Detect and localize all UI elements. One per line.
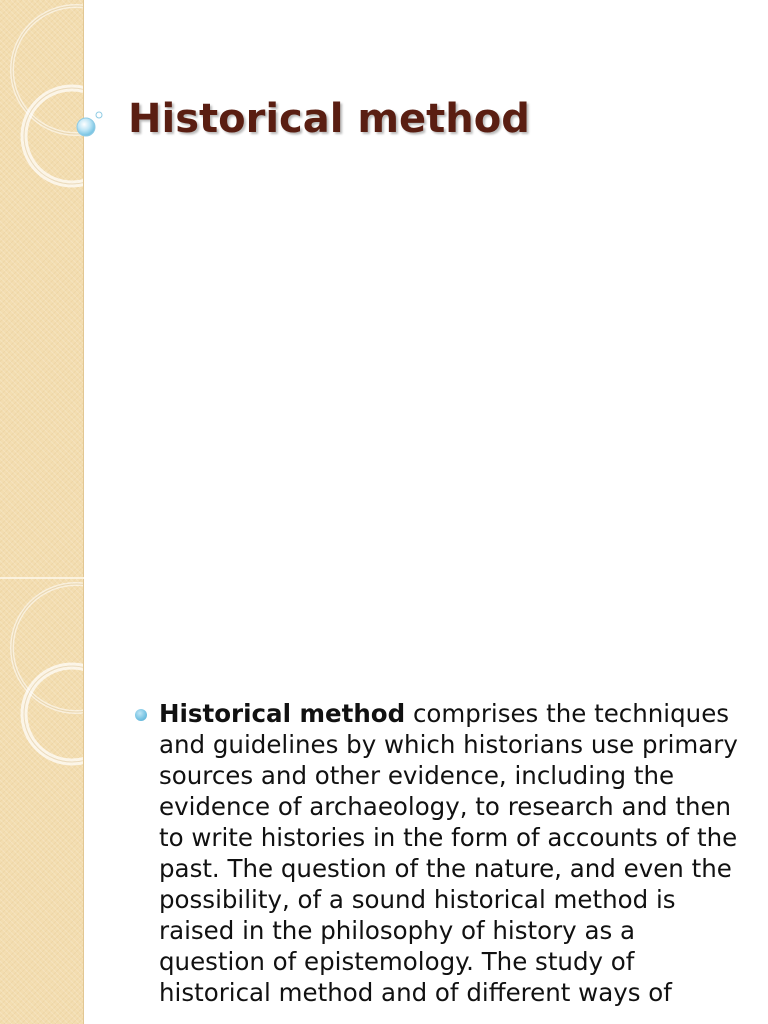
- ring-decoration-icon: [0, 0, 84, 578]
- slide-title: Historical method: [128, 96, 530, 142]
- ring-decoration-icon: [0, 578, 84, 1024]
- slide2-side-strip: [0, 578, 84, 1024]
- slide1-side-strip: [0, 0, 84, 578]
- bullet-paragraph: [159, 698, 744, 1008]
- slide-divider: [0, 577, 84, 579]
- bullet-term: Historical method: [159, 699, 406, 728]
- bubble-icon: [70, 106, 110, 142]
- bullet-text: comprises the techniques and guidelines by which historians use primary sources and other evidence, including the evidence of archaeology, to research and then to write histories in the form of accounts of the past. The question of the nature, and even the possibility, of a sound historical method is raised in the philosophy of history as a question of epistemology. The study of historical method and of different ways of: [159, 699, 738, 1007]
- bullet-dot-icon: [135, 709, 147, 721]
